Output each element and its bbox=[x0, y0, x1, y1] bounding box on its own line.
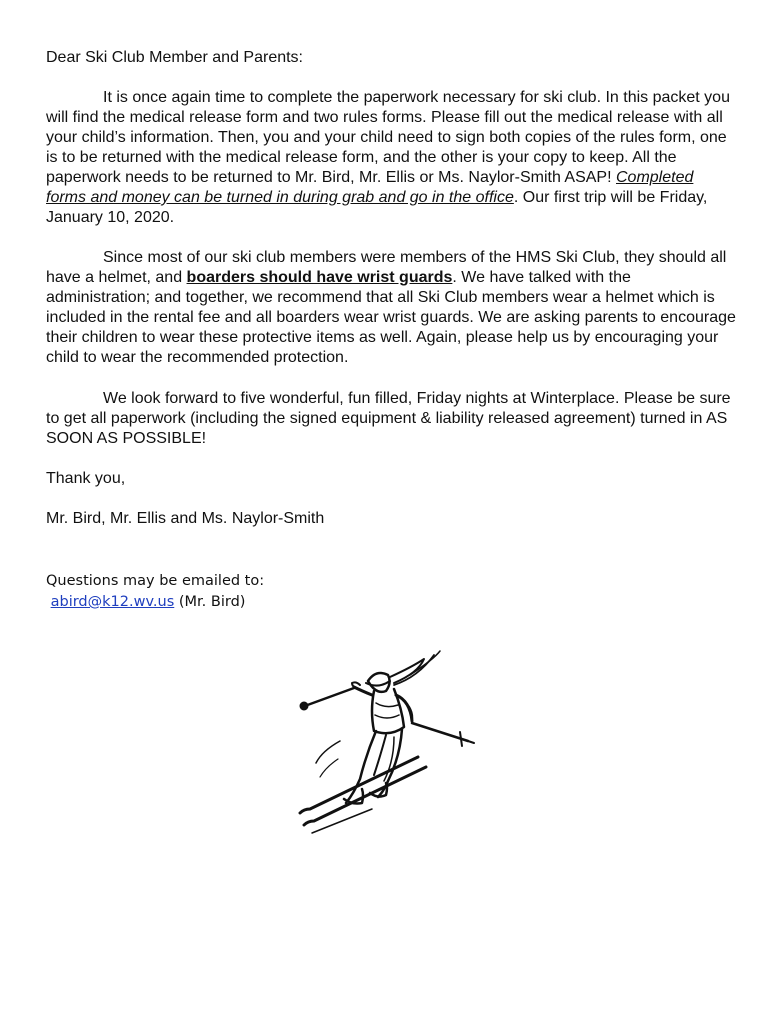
contact-block bbox=[46, 571, 264, 613]
paragraph-paperwork-text: It is once again time to complete the paperwork necessary for ski club. In this packet you will find the medical release form and two rules forms. Please fill out the medical release with all your child’s information. Then, you and your child need to sign both copies of the rules form, one is to be returned with the medical release form, and the other is your copy to keep. All the paperwork needs to be returned to Mr. Bird, Mr. Ellis or Ms. Naylor-Smith ASAP! bbox=[46, 89, 730, 186]
paragraph-paperwork-end: . Our first trip will be Friday, January 10, 2020. bbox=[46, 189, 708, 226]
skier-icon bbox=[290, 645, 490, 835]
paragraph-paperwork bbox=[46, 88, 736, 228]
email-link[interactable]: abird@k12.wv.us bbox=[50, 594, 175, 610]
paragraph-safety-end: . We have talked with the administration; and together, we recommend that all Ski Club members wear a helmet which is included in the rental fee and all boarders wear wrist guards. We are asking parents to encourage their children to wear these protective items as well. Again, please help us by encouraging your child to wear the recommended protection. bbox=[46, 269, 736, 366]
signature: Mr. Bird, Mr. Ellis and Ms. Naylor-Smith bbox=[46, 510, 325, 527]
paragraph-safety-bold: boarders should have wrist guards bbox=[186, 269, 453, 286]
salutation: Dear Ski Club Member and Parents: bbox=[46, 49, 303, 66]
email-suffix: (Mr. Bird) bbox=[174, 594, 246, 610]
paragraph-paperwork-emphasis: Completed forms and money can be turned in during grab and go in the office bbox=[46, 169, 694, 206]
paragraph-outlook bbox=[46, 389, 736, 449]
paragraph-safety-text: Since most of our ski club members were members of the HMS Ski Club, they should all have a helmet, and bbox=[46, 249, 727, 286]
closing: Thank you, bbox=[46, 470, 126, 487]
contact-label: Questions may be emailed to: bbox=[46, 573, 265, 589]
paragraph-safety bbox=[46, 248, 736, 368]
paragraph-outlook-text: We look forward to five wonderful, fun filled, Friday nights at Winterplace. Please be sure to get all paperwork (including the signed equipment & liability released agreement) turned in AS SOON AS POSSIBLE! bbox=[46, 390, 731, 447]
contact-line bbox=[46, 592, 264, 613]
